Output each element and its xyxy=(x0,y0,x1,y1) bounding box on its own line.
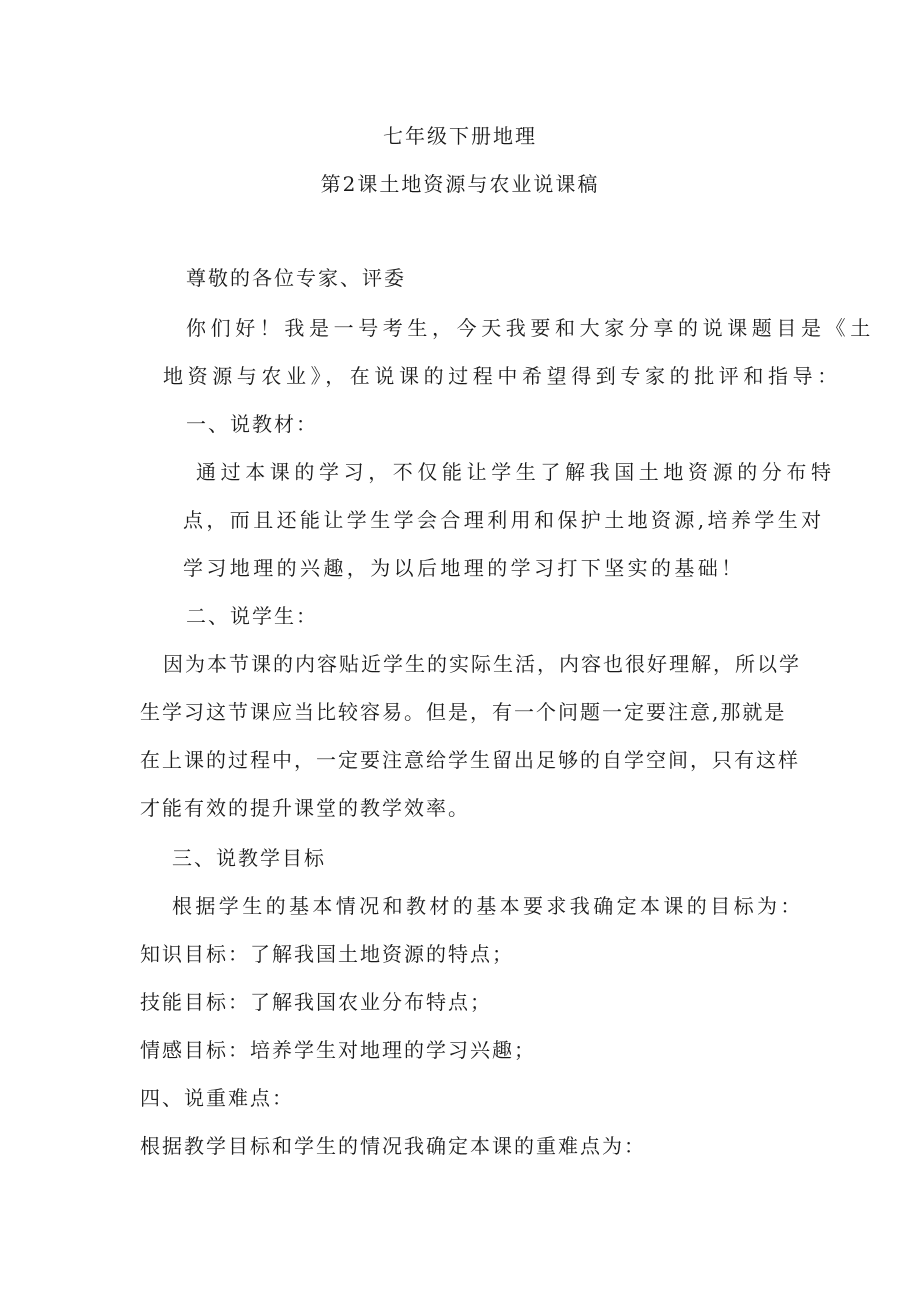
objective-knowledge: 知识目标：了解我国土地资源的特点； xyxy=(140,942,514,966)
paragraph-line: 生学习这节课应当比较容易。但是，有一个问题一定要注意,那就是 xyxy=(140,700,787,724)
greeting-line: 尊敬的各位专家、评委 xyxy=(186,266,406,290)
paragraph-line: 地资源与农业》，在说课的过程中希望得到专家的批评和指导： xyxy=(163,364,842,388)
document-subtitle: 第2课土地资源与农业说课稿 xyxy=(320,172,600,196)
document-title: 七年级下册地理 xyxy=(383,124,537,148)
section-heading: 一、说教材： xyxy=(186,412,318,436)
paragraph-line: 学习地理的兴趣，为以后地理的学习打下坚实的基础！ xyxy=(183,556,745,580)
paragraph-line: 因为本节课的内容贴近学生的实际生活，内容也很好理解，所以学 xyxy=(163,652,801,676)
paragraph-line: 在上课的过程中，一定要注意给学生留出足够的自学空间，只有这样 xyxy=(140,748,800,772)
section-heading: 四、说重难点： xyxy=(140,1086,294,1110)
paragraph-line: 点，而且还能让学生学会合理利用和保护土地资源,培养学生对 xyxy=(183,508,825,532)
paragraph-line: 通过本课的学习，不仅能让学生了解我国土地资源的分布特 xyxy=(196,460,836,484)
paragraph-line: 根据学生的基本情况和教材的基本要求我确定本课的目标为： xyxy=(172,894,804,918)
paragraph-line: 你们好！我是一号考生，今天我要和大家分享的说课题目是《土 xyxy=(186,316,875,340)
objective-skill: 技能目标：了解我国农业分布特点； xyxy=(140,990,492,1014)
paragraph-line: 根据教学目标和学生的情况我确定本课的重难点为： xyxy=(140,1134,646,1158)
section-heading: 三、说教学目标 xyxy=(172,846,326,870)
objective-emotion: 情感目标：培养学生对地理的学习兴趣； xyxy=(140,1038,536,1062)
section-heading: 二、说学生： xyxy=(186,604,318,628)
paragraph-line: 才能有效的提升课堂的教学效率。 xyxy=(140,796,470,820)
